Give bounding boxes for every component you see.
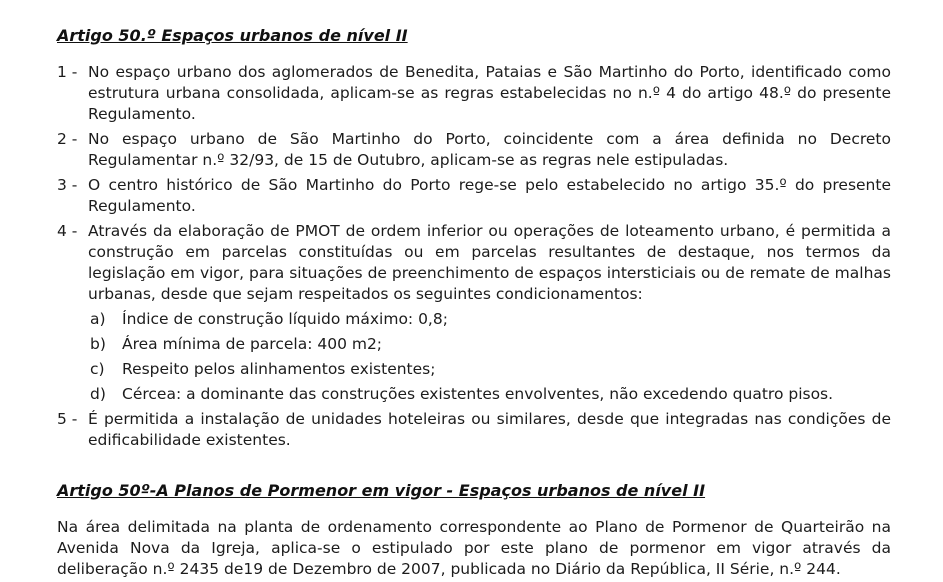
sublist-item-a [90,309,891,330]
list-item-number: 1 - [57,63,78,81]
sublist-marker: b) [90,335,106,353]
list-item-text: O centro histórico de São Martinho do Porto rege-se pelo estabelecido no artigo 35.º do presente Regulamento. [88,176,891,215]
sublist-text: Área mínima de parcela: 400 m2; [122,335,383,353]
article-50-title: Artigo 50.º Espaços urbanos de nível II [57,26,408,45]
article-50a-paragraph: Na área delimitada na planta de ordenamento correspondente ao Plano de Pormenor de Quarteirão na Avenida Nova da Igreja, aplica-se o estipulado por este plano de pormenor em vigor através da deliberação n.º 2435 de19 de Dezembro de 2007, publicada no Diário da República, II Série, n.º 244. [57,518,891,578]
sublist-marker: a) [90,310,106,328]
sublist-text: Índice de construção líquido máximo: 0,8; [122,310,448,328]
list-item-text: No espaço urbano de São Martinho do Porto, coincidente com a área definida no Decreto Regulamentar n.º 32/93, de 15 de Outubro, aplicam-se as regras nele estipuladas. [88,130,891,169]
article-50a-title: Artigo 50º-A Planos de Pormenor em vigor - Espaços urbanos de nível II [57,481,706,500]
sublist-item-d [90,384,891,405]
sublist-text: Cércea: a dominante das construções existentes envolventes, não excedendo quatro pisos. [122,385,834,403]
list-item-text: No espaço urbano dos aglomerados de Benedita, Pataias e São Martinho do Porto, identificado como estrutura urbana consolidada, aplicam-se as regras estabelecidas no n.º 4 do artigo 48.º do presente Regulamento. [88,63,891,123]
sublist-marker: c) [90,360,105,378]
list-item-number: 5 - [57,410,78,428]
sublist-marker: d) [90,385,106,403]
list-item-text: Através da elaboração de PMOT de ordem inferior ou operações de loteamento urbano, é permitida a construção em parcelas constituídas ou em parcelas resultantes de destaque, nos termos da legislação em vigor, para situações de preenchimento de espaços intersticiais ou de remate de malhas urbanas, desde que sejam respeitados os seguintes condicionamentos: [88,222,891,303]
list-item-number: 2 - [57,130,78,148]
list-item-number: 4 - [57,222,78,240]
list-item-5 [57,409,891,451]
list-item-2 [57,129,891,171]
list-item-1 [57,62,891,125]
list-item-text: É permitida a instalação de unidades hoteleiras ou similares, desde que integradas nas condições de edificabilidade existentes. [88,410,891,449]
list-item-3 [57,175,891,217]
sublist-item-b [90,334,891,355]
list-item-number: 3 - [57,176,78,194]
sublist-text: Respeito pelos alinhamentos existentes; [122,360,436,378]
sublist-item-4 [90,309,891,405]
sublist-item-c [90,359,891,380]
list-item-4 [57,221,891,305]
